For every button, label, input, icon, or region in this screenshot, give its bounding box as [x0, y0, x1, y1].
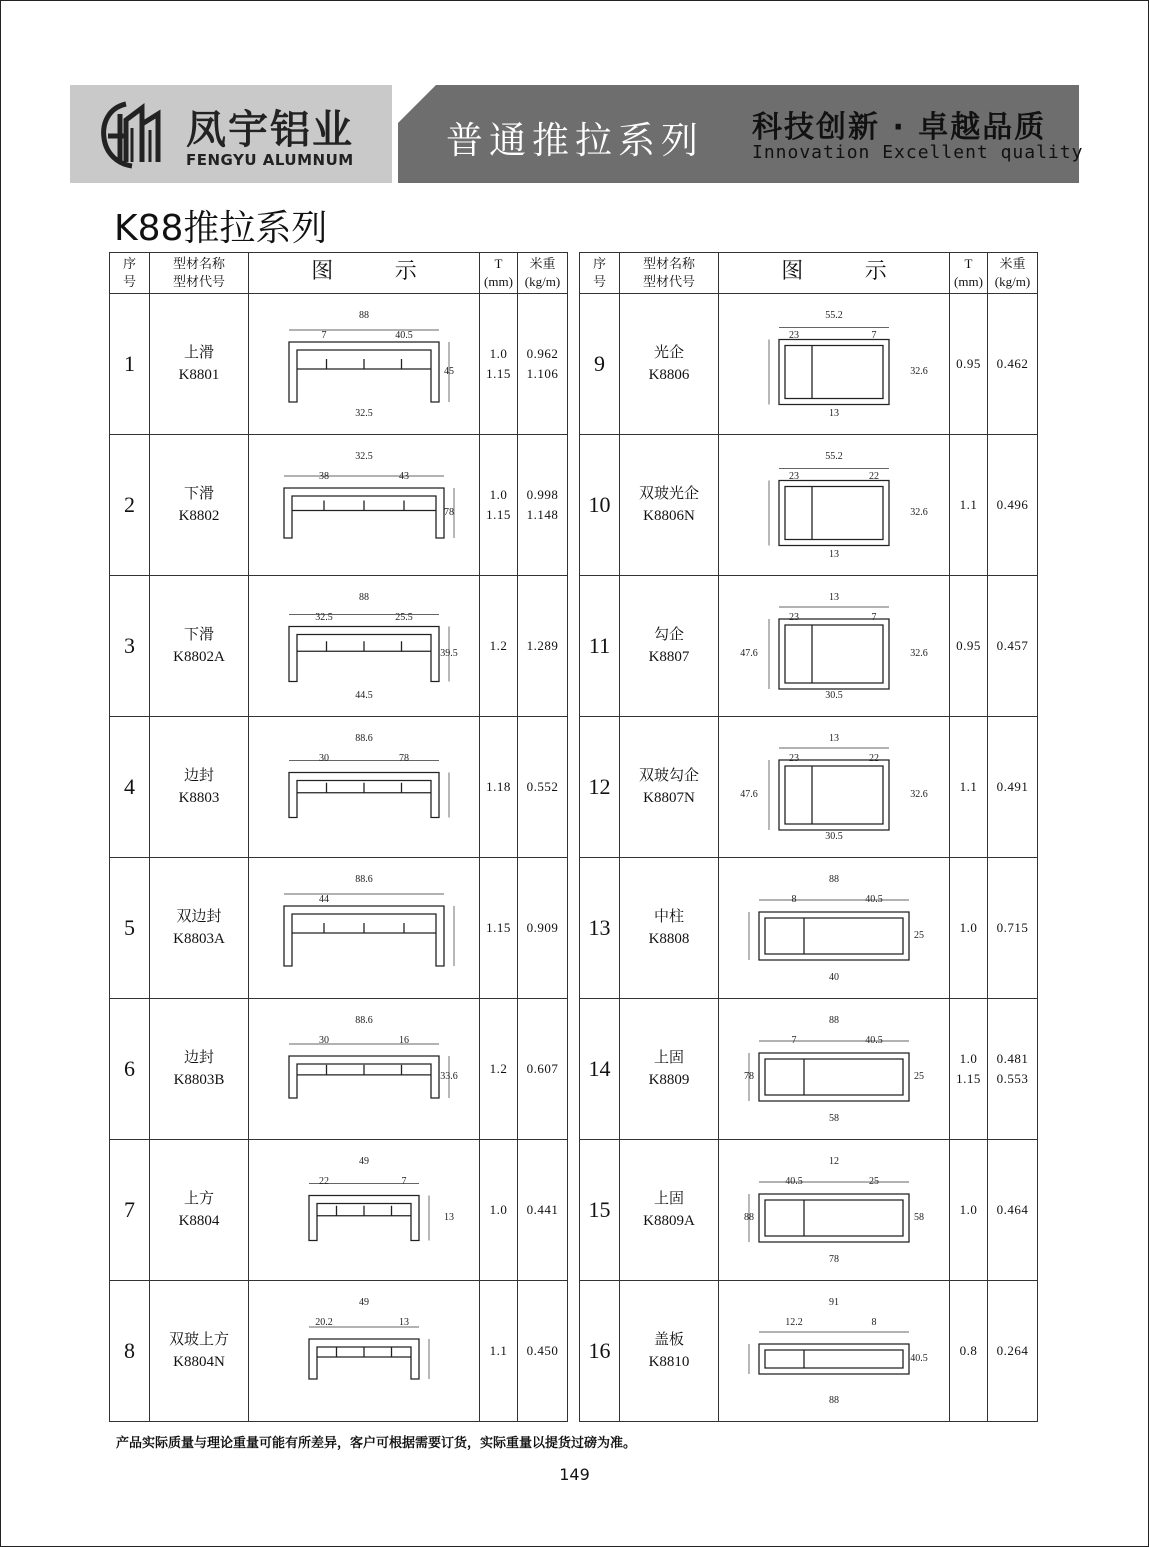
seq-number: 12: [580, 717, 620, 858]
dimension-label: 38: [319, 471, 329, 482]
dimension-label: 32.6: [910, 789, 928, 800]
dimension-label: 40.5: [910, 1353, 928, 1364]
profile-outline: [759, 1053, 909, 1101]
dimension-label: 78: [829, 1254, 839, 1265]
page-number: 149: [559, 1465, 590, 1484]
thickness-value: 1.0 1.15: [480, 294, 518, 435]
dimension-label: 23: [789, 330, 799, 341]
dimension-label: 32.5: [355, 408, 373, 419]
brand-name-en: FENGYU ALUMNUM: [186, 151, 354, 169]
profile-name-cell: [150, 1281, 249, 1422]
dimension-label: 49: [359, 1156, 369, 1167]
profile-name-cell: [620, 576, 719, 717]
dimension-label: 22: [869, 753, 879, 764]
profile-code: K8806N: [643, 508, 695, 524]
profile-drawing: [734, 1150, 934, 1270]
column-gap: [568, 1281, 580, 1422]
profile-code: K8810: [648, 1354, 690, 1370]
col-figure: 图 示: [249, 253, 480, 294]
thickness-value: 1.0 1.15: [480, 435, 518, 576]
profile-outline: [289, 773, 439, 818]
profile-code: K8807: [648, 649, 690, 665]
profile-drawing: [264, 1291, 464, 1411]
dimension-label: 88: [359, 592, 369, 603]
profile-name: 盖板: [653, 1332, 684, 1348]
profile-name-cell: [620, 294, 719, 435]
profile-outline: [284, 488, 444, 538]
profile-outline: [289, 627, 439, 682]
dimension-label: 88.6: [355, 874, 373, 885]
profile-outline: [765, 918, 903, 954]
dimension-label: 25: [914, 930, 924, 941]
profile-outline: [785, 346, 883, 399]
thickness-value: 1.15: [480, 858, 518, 999]
profile-outline: [779, 481, 889, 546]
seq-number: 13: [580, 858, 620, 999]
profile-drawing: [264, 1150, 464, 1270]
weight-value: 0.715: [988, 858, 1038, 999]
profile-drawing: [264, 727, 464, 847]
profile-drawing: [264, 1009, 464, 1129]
profile-outline: [785, 625, 883, 683]
profile-name: 边封: [183, 1050, 214, 1066]
seq-number: 5: [110, 858, 150, 999]
profile-outline: [779, 619, 889, 689]
thickness-value: 1.18: [480, 717, 518, 858]
dimension-label: 47.6: [740, 648, 758, 659]
dimension-label: 58: [829, 1113, 839, 1124]
weight-value: 0.264: [988, 1281, 1038, 1422]
weight-value: 0.909: [518, 858, 568, 999]
dimension-label: 91: [829, 1297, 839, 1308]
profile-name: 双玻勾企: [638, 768, 699, 784]
dimension-label: 44.5: [355, 690, 373, 701]
profile-outline: [759, 912, 909, 960]
column-gap: [568, 253, 580, 294]
dimension-label: 78: [744, 1071, 754, 1082]
profile-name-cell: [620, 1140, 719, 1281]
thickness-value: 1.1: [480, 1281, 518, 1422]
dimension-label: 88: [359, 310, 369, 321]
seq-number: 4: [110, 717, 150, 858]
profile-name: 双玻光企: [638, 486, 699, 502]
col-name: 型材名称 型材代号: [150, 253, 249, 294]
weight-value: 0.607: [518, 999, 568, 1140]
dimension-label: 13: [444, 1212, 454, 1223]
dimension-label: 7: [401, 1176, 407, 1187]
table-row: [110, 1281, 1038, 1422]
weight-value: 0.464: [988, 1140, 1038, 1281]
dimension-label: 13: [399, 1317, 409, 1328]
profile-outline: [759, 1194, 909, 1242]
profile-drawing: [734, 1291, 934, 1411]
seq-number: 10: [580, 435, 620, 576]
col-weight: 米重 (kg/m): [988, 253, 1038, 294]
seq-number: 1: [110, 294, 150, 435]
table-row: [110, 858, 1038, 999]
table-row: [110, 717, 1038, 858]
profile-figure: [249, 1140, 480, 1281]
dimension-label: 16: [399, 1035, 409, 1046]
profile-outline: [284, 906, 444, 966]
weight-value: 0.552: [518, 717, 568, 858]
profile-drawing: [734, 868, 934, 988]
thickness-value: 1.2: [480, 999, 518, 1140]
dimension-label: 43: [399, 471, 409, 482]
column-gap: [568, 1140, 580, 1281]
dimension-label: 23: [789, 753, 799, 764]
profile-figure: [719, 717, 950, 858]
col-weight: 米重 (kg/m): [518, 253, 568, 294]
seq-number: 16: [580, 1281, 620, 1422]
profile-code: K8803A: [173, 931, 225, 947]
dimension-label: 25.5: [395, 612, 413, 623]
dimension-label: 88: [829, 1015, 839, 1026]
seq-number: 6: [110, 999, 150, 1140]
profile-name: 中柱: [653, 909, 684, 925]
profile-code: K8806: [648, 367, 690, 383]
dimension-label: 22: [319, 1176, 329, 1187]
profile-name-cell: [150, 435, 249, 576]
dimension-label: 23: [789, 612, 799, 623]
thickness-value: 1.0: [950, 858, 988, 999]
table-row: [110, 435, 1038, 576]
profile-name: 上方: [183, 1191, 214, 1207]
dimension-label: 55.2: [825, 451, 843, 462]
profile-figure: [719, 1281, 950, 1422]
weight-value: 0.441: [518, 1140, 568, 1281]
profile-name: 下滑: [183, 486, 214, 502]
dimension-label: 30: [319, 753, 329, 764]
slogan-cn: 科技创新 · 卓越品质: [752, 110, 1047, 145]
column-gap: [568, 435, 580, 576]
dimension-label: 45: [444, 366, 454, 377]
table-header-row: [110, 253, 1038, 294]
profile-outline: [289, 342, 439, 402]
weight-value: 0.457: [988, 576, 1038, 717]
profile-name-cell: [620, 858, 719, 999]
thickness-value: 1.1: [950, 435, 988, 576]
profile-name-cell: [150, 294, 249, 435]
dimension-label: 88.6: [355, 733, 373, 744]
profile-name-cell: [150, 717, 249, 858]
dimension-label: 32.6: [910, 507, 928, 518]
dimension-label: 40.5: [865, 894, 883, 905]
profile-name: 上滑: [183, 345, 214, 361]
dimension-label: 13: [829, 733, 839, 744]
profile-figure: [249, 576, 480, 717]
profile-outline: [779, 340, 889, 405]
table-row: [110, 294, 1038, 435]
column-gap: [568, 576, 580, 717]
profile-name: 双玻上方: [168, 1332, 229, 1348]
dimension-label: 12.2: [785, 1317, 803, 1328]
profile-figure: [719, 435, 950, 576]
page-title: K88推拉系列: [114, 208, 328, 249]
seq-number: 7: [110, 1140, 150, 1281]
profile-name-cell: [150, 576, 249, 717]
seq-number: 8: [110, 1281, 150, 1422]
profile-drawing: [734, 304, 934, 424]
profile-outline: [309, 1339, 419, 1379]
weight-value: 0.496: [988, 435, 1038, 576]
table-row: [110, 576, 1038, 717]
profile-outline: [759, 1344, 909, 1374]
profile-code: K8803: [178, 790, 220, 806]
column-gap: [568, 999, 580, 1140]
table-row: [110, 1140, 1038, 1281]
dimension-label: 32.5: [355, 451, 373, 462]
dimension-label: 47.6: [740, 789, 758, 800]
profile-figure: [249, 294, 480, 435]
dimension-label: 20.2: [315, 1317, 333, 1328]
profile-outline: [309, 1196, 419, 1241]
dimension-label: 25: [869, 1176, 879, 1187]
profile-outline: [765, 1059, 903, 1095]
profile-figure: [719, 999, 950, 1140]
profile-code: K8804: [178, 1213, 220, 1229]
thickness-value: 1.0 1.15: [950, 999, 988, 1140]
dimension-label: 12: [829, 1156, 839, 1167]
profile-drawing: [264, 304, 464, 424]
weight-value: 0.481 0.553: [988, 999, 1038, 1140]
profile-code: K8803B: [173, 1072, 225, 1088]
thickness-value: 1.0: [950, 1140, 988, 1281]
profile-figure: [249, 858, 480, 999]
profile-drawing: [734, 727, 934, 847]
dimension-label: 8: [871, 1317, 877, 1328]
dimension-label: 88: [744, 1212, 754, 1223]
dimension-label: 58: [914, 1212, 924, 1223]
seq-number: 14: [580, 999, 620, 1140]
profile-drawing: [264, 586, 464, 706]
dimension-label: 88: [829, 874, 839, 885]
thickness-value: 1.1: [950, 717, 988, 858]
dimension-label: 7: [791, 1035, 797, 1046]
dimension-label: 7: [871, 330, 877, 341]
profile-figure: [719, 294, 950, 435]
dimension-label: 39.5: [440, 648, 458, 659]
col-thickness: T (mm): [480, 253, 518, 294]
seq-number: 3: [110, 576, 150, 717]
profile-code: K8802: [178, 508, 220, 524]
col-seq: 序 号: [580, 253, 620, 294]
dimension-label: 40.5: [395, 330, 413, 341]
profile-code: K8809: [648, 1072, 690, 1088]
weight-value: 0.998 1.148: [518, 435, 568, 576]
dimension-label: 32.6: [910, 366, 928, 377]
series-title: 普通推拉系列: [446, 119, 704, 162]
profile-name-cell: [620, 435, 719, 576]
profile-outline: [785, 487, 883, 540]
profile-figure: [719, 576, 950, 717]
dimension-label: 22: [869, 471, 879, 482]
col-figure: 图 示: [719, 253, 950, 294]
weight-value: 0.462: [988, 294, 1038, 435]
profile-name-cell: [150, 1140, 249, 1281]
profile-name-cell: [620, 1281, 719, 1422]
profile-name-cell: [150, 999, 249, 1140]
profile-figure: [249, 435, 480, 576]
dimension-label: 40.5: [865, 1035, 883, 1046]
thickness-value: 0.8: [950, 1281, 988, 1422]
thickness-value: 1.0: [480, 1140, 518, 1281]
dimension-label: 13: [829, 592, 839, 603]
profile-outline: [785, 766, 883, 824]
profile-name-cell: [620, 999, 719, 1140]
profile-table: [109, 252, 1038, 1422]
table-row: [110, 999, 1038, 1140]
profile-name: 下滑: [183, 627, 214, 643]
profile-figure: [719, 858, 950, 999]
seq-number: 9: [580, 294, 620, 435]
dimension-label: 30: [319, 1035, 329, 1046]
dimension-label: 78: [444, 507, 454, 518]
dimension-label: 7: [321, 330, 327, 341]
thickness-value: 0.95: [950, 576, 988, 717]
dimension-label: 25: [914, 1071, 924, 1082]
dimension-label: 88: [829, 1395, 839, 1406]
col-thickness: T (mm): [950, 253, 988, 294]
profile-drawing: [264, 868, 464, 988]
profile-outline: [289, 1056, 439, 1098]
dimension-label: 32.6: [910, 648, 928, 659]
profile-code: K8804N: [173, 1354, 225, 1370]
column-gap: [568, 294, 580, 435]
dimension-label: 8: [791, 894, 797, 905]
dimension-label: 88.6: [355, 1015, 373, 1026]
dimension-label: 32.5: [315, 612, 333, 623]
seq-number: 15: [580, 1140, 620, 1281]
profile-name-cell: [150, 858, 249, 999]
dimension-label: 40: [829, 972, 839, 983]
dimension-label: 13: [829, 408, 839, 419]
dimension-label: 49: [359, 1297, 369, 1308]
profile-drawing: [734, 1009, 934, 1129]
dimension-label: 23: [789, 471, 799, 482]
dimension-label: 40.5: [785, 1176, 803, 1187]
profile-figure: [719, 1140, 950, 1281]
profile-code: K8801: [178, 367, 220, 383]
profile-code: K8809A: [643, 1213, 695, 1229]
col-name: 型材名称 型材代号: [620, 253, 719, 294]
column-gap: [568, 858, 580, 999]
profile-outline: [765, 1350, 903, 1368]
profile-name-cell: [620, 717, 719, 858]
seq-number: 11: [580, 576, 620, 717]
footnote: 产品实际质量与理论重量可能有所差异，客户可根据需要订货，实际重量以提货过磅为准。: [116, 1436, 637, 1451]
profile-name: 双边封: [176, 909, 222, 925]
brand-logo-icon: [98, 98, 170, 170]
thickness-value: 0.95: [950, 294, 988, 435]
column-gap: [568, 717, 580, 858]
profile-name: 上固: [653, 1191, 684, 1207]
profile-drawing: [734, 586, 934, 706]
weight-value: 0.491: [988, 717, 1038, 858]
dimension-label: 44: [319, 894, 329, 905]
dimension-label: 30.5: [825, 831, 843, 842]
profile-drawing: [264, 445, 464, 565]
dimension-label: 30.5: [825, 690, 843, 701]
profile-outline: [765, 1200, 903, 1236]
weight-value: 1.289: [518, 576, 568, 717]
profile-name: 上固: [653, 1050, 684, 1066]
profile-name: 勾企: [653, 627, 684, 643]
profile-code: K8807N: [643, 790, 695, 806]
dimension-label: 33.6: [440, 1071, 458, 1082]
thickness-value: 1.2: [480, 576, 518, 717]
profile-figure: [249, 717, 480, 858]
slogan-en: Innovation Excellent quality: [752, 142, 1084, 163]
profile-name: 边封: [183, 768, 214, 784]
dimension-label: 78: [399, 753, 409, 764]
profile-outline: [779, 760, 889, 830]
profile-name: 光企: [653, 345, 684, 361]
profile-figure: [249, 1281, 480, 1422]
profile-drawing: [734, 445, 934, 565]
weight-value: 0.962 1.106: [518, 294, 568, 435]
dimension-label: 55.2: [825, 310, 843, 321]
seq-number: 2: [110, 435, 150, 576]
weight-value: 0.450: [518, 1281, 568, 1422]
dimension-label: 13: [829, 549, 839, 560]
dimension-label: 7: [871, 612, 877, 623]
col-seq: 序 号: [110, 253, 150, 294]
brand-name-cn: 凤宇铝业: [186, 107, 354, 153]
profile-code: K8808: [648, 931, 690, 947]
profile-figure: [249, 999, 480, 1140]
profile-code: K8802A: [173, 649, 225, 665]
